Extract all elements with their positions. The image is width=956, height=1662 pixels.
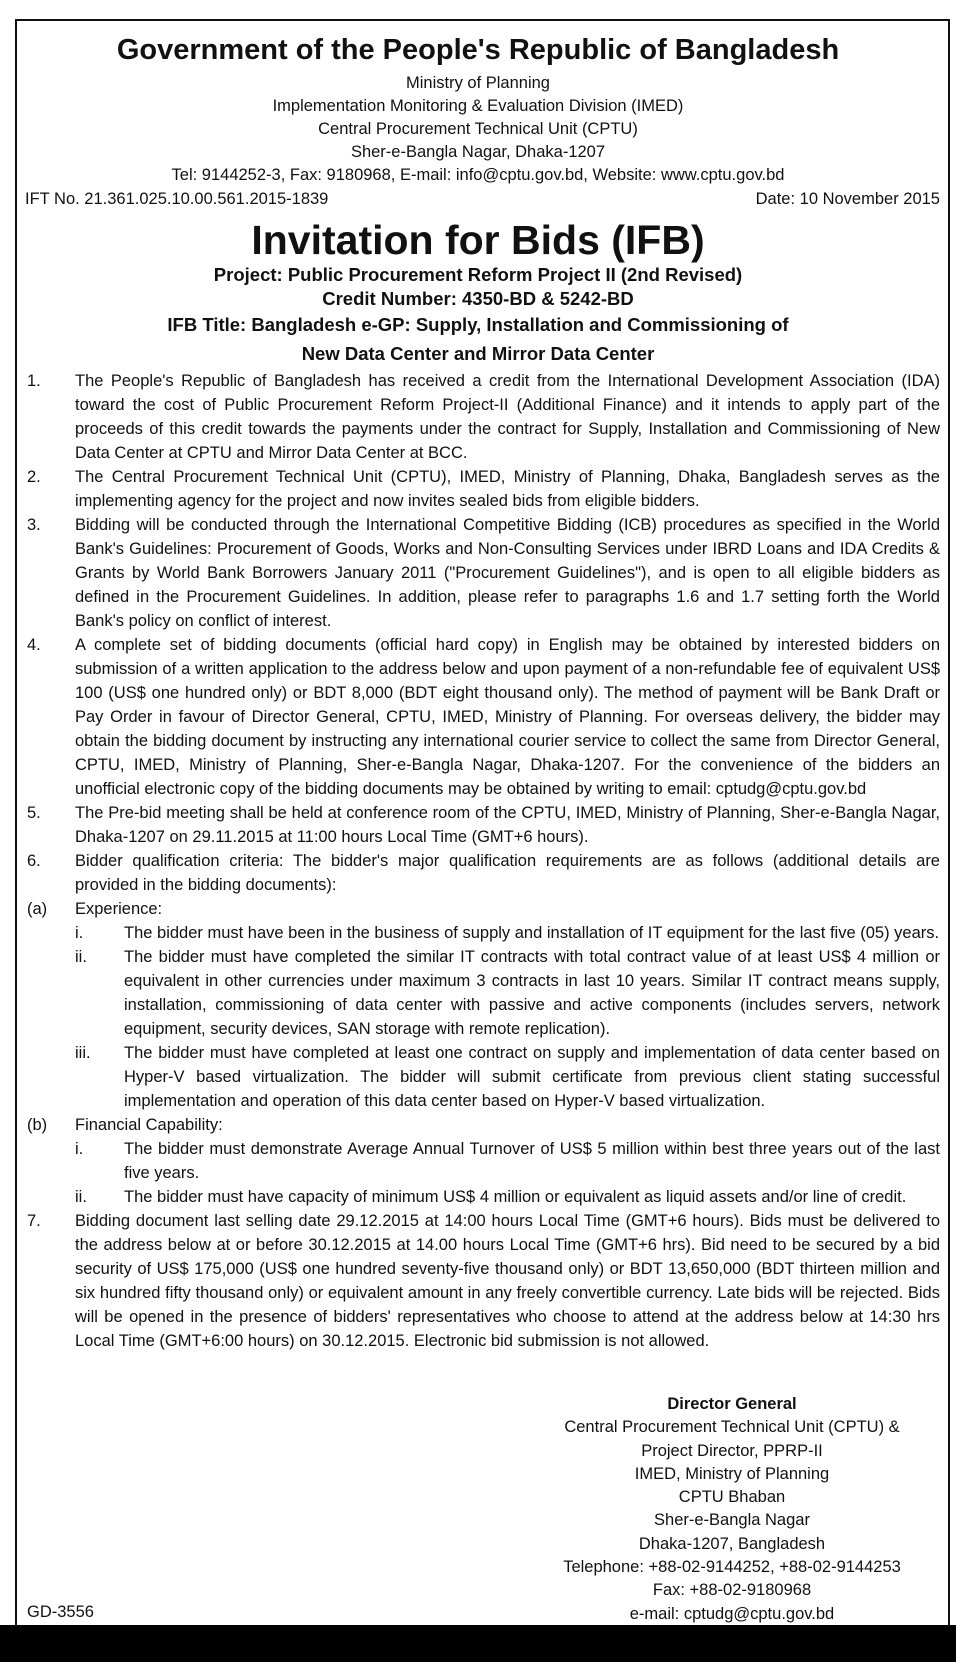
signature-line: Project Director, PPRP-II <box>641 1441 823 1460</box>
clause <box>0 465 956 513</box>
government-title: Government of the People's Republic of Bangladesh <box>116 34 840 66</box>
clause <box>0 1209 956 1353</box>
clause-text: The bidder must have capacity of minimum US$ 4 million or equivalent as liquid assets and/or line of credit. <box>124 1188 907 1206</box>
sub-clause <box>0 1185 956 1209</box>
clause-number: i. <box>75 924 84 942</box>
signature-fax: Fax: +88-02-9180968 <box>652 1581 812 1600</box>
clause-text: The bidder must have completed at least one contract on supply and implementation of data center based on Hyper-V based virtualization. The bidder will submit certificate from previous client stating successful implementation and operation of this data center based on Hyper-V based virtualization. <box>124 1044 940 1110</box>
division-line: Implementation Monitoring & Evaluation Division (IMED) <box>272 97 684 115</box>
signatory-title: Director General <box>667 1395 797 1413</box>
ifb-title-line-1: IFB Title: Bangladesh e-GP: Supply, Installation and Commissioning of <box>167 314 789 335</box>
sub-clause <box>0 1041 956 1113</box>
clause-number: 1. <box>27 372 41 390</box>
issue-date: Date: 10 November 2015 <box>755 190 940 208</box>
clause <box>0 369 956 465</box>
project-line: Project: Public Procurement Reform Project II (2nd Revised) <box>213 264 743 285</box>
clause-text: Experience: <box>75 900 163 918</box>
gd-code: GD-3556 <box>27 1603 94 1621</box>
clause-number: 3. <box>27 516 41 534</box>
bottom-black-bar <box>0 1625 956 1662</box>
signature-block <box>532 1393 932 1626</box>
clause-number: iii. <box>75 1044 91 1062</box>
clause-text: The People's Republic of Bangladesh has received a credit from the International Development Association (IDA) toward the cost of Public Procurement Reform Project-II (Additional Finance) and it intends to apply part of the proceeds of this credit towards the payments under the contract for Supply, Installation and Commissioning of New Data Center at CPTU and Mirror Data Center at BCC. <box>75 372 940 462</box>
clause-text: The Pre-bid meeting shall be held at conference room of the CPTU, IMED, Ministry of Planning, Sher-e-Bangla Nagar, Dhaka-1207 on 29.11.2015 at 11:00 hours Local Time (GMT+6 hours). <box>75 804 940 846</box>
signature-line: IMED, Ministry of Planning <box>634 1464 830 1483</box>
clause-text: Financial Capability: <box>75 1116 223 1134</box>
sub-clause <box>0 921 956 945</box>
contact-line: Tel: 9144252-3, Fax: 9180968, E-mail: info@cptu.gov.bd, Website: www.cptu.gov.bd <box>171 166 785 184</box>
clause <box>0 801 956 849</box>
clause-number: 5. <box>27 804 41 822</box>
clause-number: ii. <box>75 948 87 966</box>
ift-number: IFT No. 21.361.025.10.00.561.2015-1839 <box>25 190 329 208</box>
clause <box>0 513 956 633</box>
clause <box>0 849 956 897</box>
credit-line: Credit Number: 4350-BD & 5242-BD <box>322 288 634 309</box>
signature-phone: Telephone: +88-02-9144252, +88-02-9144253 <box>563 1558 901 1577</box>
address-line: Sher-e-Bangla Nagar, Dhaka-1207 <box>350 143 606 161</box>
clause-text: The bidder must demonstrate Average Annual Turnover of US$ 5 million within best three years out of the last five years. <box>124 1140 940 1182</box>
signature-email: e-mail: cptudg@cptu.gov.bd <box>629 1604 835 1623</box>
clause <box>0 633 956 801</box>
clause-number: ii. <box>75 1188 87 1206</box>
clause-text: The bidder must have been in the business of supply and installation of IT equipment for the last five (05) years. <box>124 924 940 942</box>
ifb-title-line-2: New Data Center and Mirror Data Center <box>301 343 655 364</box>
clause-number: 6. <box>27 852 41 870</box>
clause-text: Bidding document last selling date 29.12.2015 at 14:00 hours Local Time (GMT+6 hours). Bids must be delivered to the address below at or before 30.12.2015 at 14.00 hours Local Time (GMT+6 hrs). Bid need to be secured by a bid security of US$ 175,000 (US$ one hundred seventy-five thousand only) or BDT 13,650,000 (BDT thirteen million and six hundred fifty thousand only) or equivalent amount in any freely convertible currency. Late bids will be rejected. Bids will be opened in the presence of bidders' representatives who choose to attend at the address below at 14:30 hrs Local Time (GMT+6:00 hours) on 30.12.2015. Electronic bid submission is not allowed. <box>75 1212 940 1350</box>
signature-line: CPTU Bhaban <box>678 1488 786 1507</box>
clause-text: Bidding will be conducted through the International Competitive Bidding (ICB) procedures as specified in the World Bank's Guidelines: Procurement of Goods, Works and Non-Consulting Services under IBRD Loans and IDA Credits & Grants by World Bank Borrowers January 2011 ("Procurement Guidelines"), and is open to all eligible bidders as defined in the Procurement Guidelines. In addition, please refer to paragraphs 1.6 and 1.7 setting forth the World Bank's policy on conflict of interest. <box>75 516 940 630</box>
signature-line: Dhaka-1207, Bangladesh <box>638 1534 826 1553</box>
unit-line: Central Procurement Technical Unit (CPTU) <box>318 120 638 138</box>
clause-number: (b) <box>27 1116 48 1134</box>
clause-number: 2. <box>27 468 41 486</box>
signature-line: Central Procurement Technical Unit (CPTU) & <box>564 1418 900 1437</box>
sub-clause <box>0 945 956 1041</box>
clause <box>0 897 956 921</box>
ifb-heading: Invitation for Bids (IFB) <box>251 217 705 263</box>
ministry-line: Ministry of Planning <box>406 74 550 92</box>
clause-number: i. <box>75 1140 84 1158</box>
clause-text: The bidder must have completed the similar IT contracts with total contract value of at least US$ 4 million or equivalent in other currencies under maximum 3 contracts in last 10 years. Similar IT contract means supply, installation, commissioning of data center with passive and active components (includes servers, network equipment, security devices, SAN storage with remote replication). <box>124 948 940 1038</box>
clause <box>0 1113 956 1137</box>
clause-text: Bidder qualification criteria: The bidder's major qualification requirements are as follows (additional details are provided in the bidding documents): <box>75 852 940 894</box>
clause-text: A complete set of bidding documents (official hard copy) in English may be obtained by interested bidders on submission of a written application to the address below and upon payment of a non-refundable fee of equivalent US$ 100 (US$ one hundred only) or BDT 8,000 (BDT eight thousand only). The method of payment will be Bank Draft or Pay Order in favour of Director General, CPTU, IMED, Ministry of Planning. For overseas delivery, the bidder may obtain the bidding document by instructing any international courier service to collect the same from Director General, CPTU, IMED, Ministry of Planning, Sher-e-Bangla Nagar, Dhaka-1207. For the convenience of the bidders an unofficial electronic copy of the bidding documents may be obtained by writing to email: cptudg@cptu.gov.bd <box>75 636 940 798</box>
clause-number: 7. <box>27 1212 41 1230</box>
sub-clause <box>0 1137 956 1185</box>
bid-clauses <box>0 369 956 1353</box>
clause-number: 4. <box>27 636 41 654</box>
clause-number: (a) <box>27 900 48 918</box>
signature-line: Sher-e-Bangla Nagar <box>654 1511 810 1530</box>
clause-text: The Central Procurement Technical Unit (CPTU), IMED, Ministry of Planning, Dhaka, Bangladesh serves as the implementing agency for the project and now invites sealed bids from eligible bidders. <box>75 468 940 510</box>
